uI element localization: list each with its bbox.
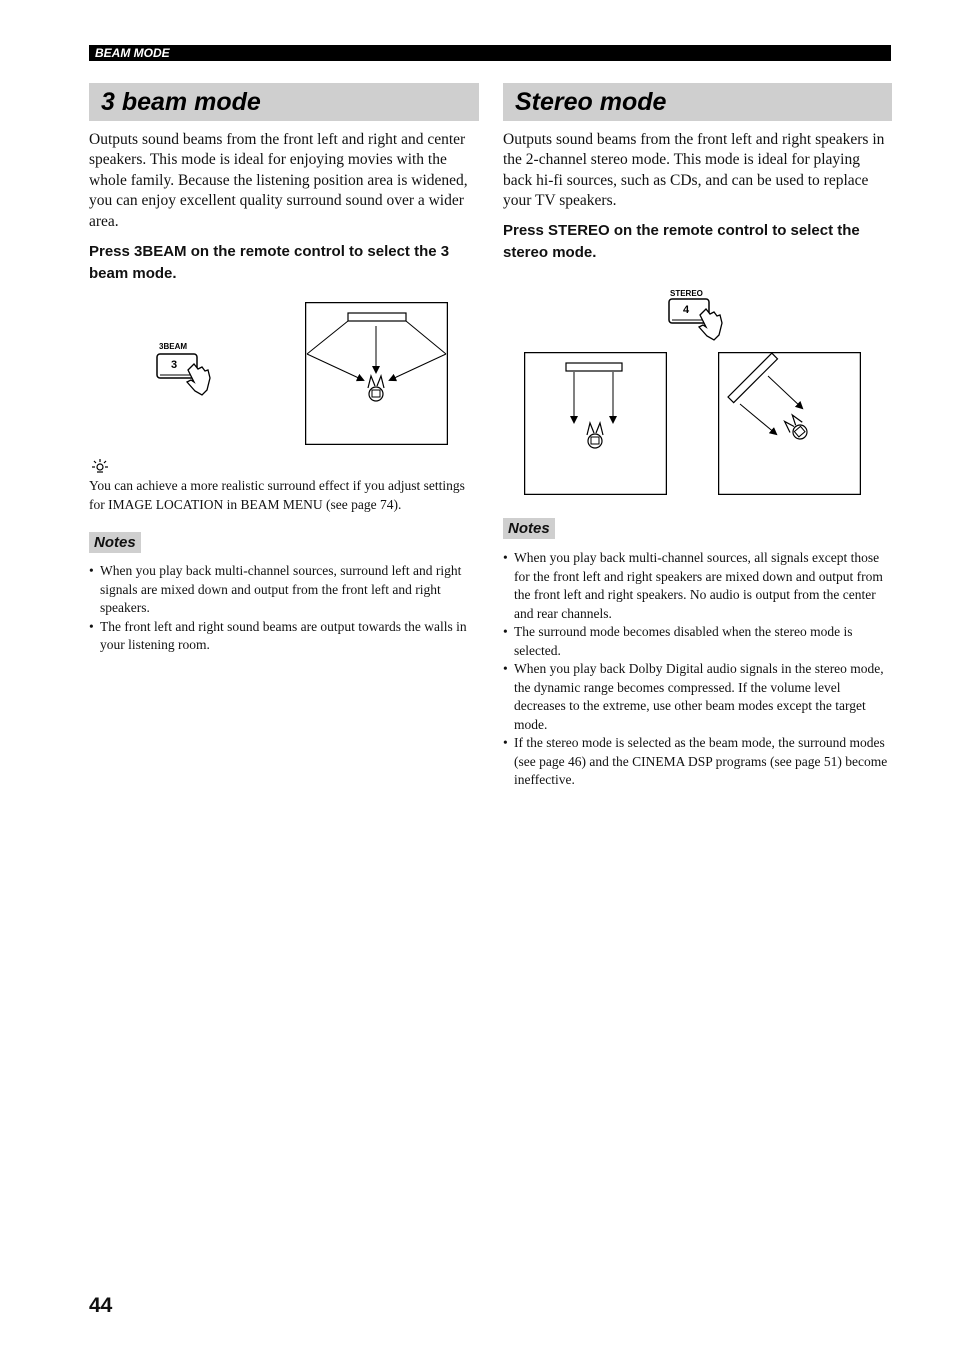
3-beam-room-diagram	[305, 302, 448, 445]
tip-lightbulb-icon	[89, 458, 111, 474]
3-beam-instruction: Press 3BEAM on the remote control to select the 3 beam mode.	[89, 243, 450, 282]
3-beam-notes-label: Notes	[89, 532, 141, 553]
stereo-notes-list	[503, 549, 892, 790]
stereo-notes-label: Notes	[503, 518, 555, 539]
remote-button-key: 4	[683, 304, 690, 316]
3-beam-tip-text: You can achieve a more realistic surround effect if you adjust settings for IMAGE LOCATION in BEAM MENU (see page 74).	[89, 478, 465, 512]
remote-button-label: 3BEAM	[159, 342, 188, 351]
stereo-remote-button-icon	[664, 285, 734, 347]
list-item: • The surround mode becomes disabled when the stereo mode is selected.	[503, 623, 892, 660]
stereo-room-diagram-corner	[718, 352, 861, 495]
list-item: • When you play back Dolby Digital audio signals in the stereo mode, the dynamic range becomes compressed. If the volume level decreases to the extreme, use other beam modes except the target mode.	[503, 660, 892, 734]
soundbar-icon	[566, 363, 622, 371]
page-number: 44	[89, 1294, 113, 1317]
3-beam-notes-list	[89, 562, 479, 655]
list-item: • When you play back multi-channel sources, surround left and right signals are mixed down and output from the front left and right speakers.	[89, 562, 479, 618]
stereo-instruction: Press STEREO on the remote control to select the stereo mode.	[503, 222, 860, 261]
stereo-room-diagram-front	[524, 352, 667, 495]
list-item: • The front left and right sound beams are output towards the walls in your listening room.	[89, 618, 479, 655]
header-bar	[89, 45, 891, 61]
stereo-description: Outputs sound beams from the front left and right speakers in the 2-channel stereo mode. This mode is ideal for playing back hi-fi sources, such as CDs, and can be used to replace your TV speakers.	[503, 131, 885, 210]
header-section-label: BEAM MODE	[95, 46, 170, 60]
soundbar-icon	[348, 313, 406, 321]
3beam-remote-button-icon	[150, 338, 220, 400]
pointing-hand-icon	[699, 309, 722, 340]
list-item: • When you play back multi-channel sources, all signals except those for the front left and right speakers are mixed down and output from the front left and right speakers. No audio is output from the center and rear channels.	[503, 549, 892, 623]
3-beam-description: Outputs sound beams from the front left and right and center speakers. This mode is ideal for enjoying movies with the whole family. Because the listening position area is widened, you can enjoy excellent quality surround sound over a wider area.	[89, 131, 468, 230]
list-item: • If the stereo mode is selected as the beam mode, the surround modes (see page 46) and the CINEMA DSP programs (see page 51) become ineffective.	[503, 734, 892, 790]
pointing-hand-icon	[187, 364, 210, 395]
remote-button-label: STEREO	[670, 289, 703, 298]
section-title-stereo: Stereo mode	[503, 83, 892, 121]
remote-button-key: 3	[171, 359, 178, 371]
section-title-3-beam: 3 beam mode	[89, 83, 479, 121]
